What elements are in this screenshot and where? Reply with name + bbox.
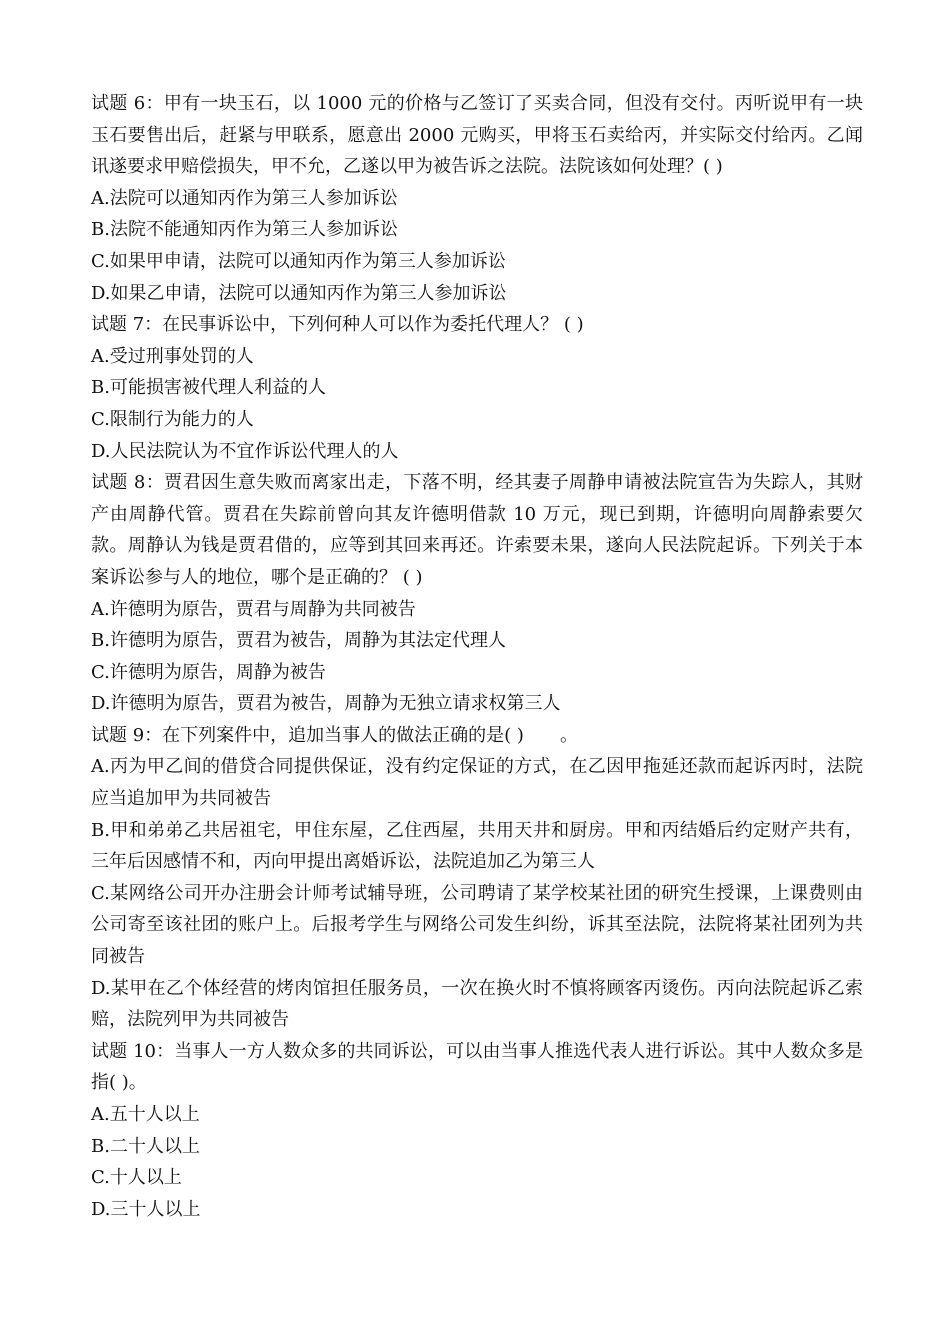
document-page [91,88,863,1225]
question-8-option-d: D.许德明为原告，贾君为被告，周静为无独立请求权第三人 [91,693,561,715]
question-9 [91,720,863,1036]
question-6-option-c: C.如果甲申请，法院可以通知丙作为第三人参加诉讼 [91,250,506,272]
question-10-option-c: C.十人以上 [91,1167,182,1189]
question-6 [91,88,863,309]
question-7-stem: 试题 7：在民事诉讼中，下列何种人可以作为委托代理人？ ( ) [91,314,584,336]
question-10-option-b: B.二十人以上 [91,1135,200,1157]
question-9-option-b: B.甲和弟弟乙共居祖宅，甲住东屋，乙住西屋，共用天井和厨房。甲和丙结婚后约定财产共有，三年后因感情不和，丙向甲提出离婚诉讼，法院追加乙为第三人 [91,819,863,873]
question-10 [91,1036,863,1226]
question-8-option-b: B.许德明为原告，贾君为被告，周静为其法定代理人 [91,630,506,652]
question-7 [91,309,863,467]
question-10-option-d: D.三十人以上 [91,1198,201,1220]
question-10-stem: 试题 10：当事人一方人数众多的共同诉讼，可以由当事人推选代表人进行诉讼。其中人数众多是指( )。 [91,1040,863,1094]
question-9-stem: 试题 9：在下列案件中，追加当事人的做法正确的是( ) 。 [91,724,578,746]
question-8-option-a: A.许德明为原告，贾君与周静为共同被告 [91,598,416,620]
question-6-option-a: A.法院可以通知丙作为第三人参加诉讼 [91,187,398,209]
question-9-option-c: C.某网络公司开办注册会计师考试辅导班，公司聘请了某学校某社团的研究生授课，上课费则由公司寄至该社团的账户上。后报考学生与网络公司发生纠纷，诉其至法院，法院将某社团列为共同被告 [91,882,863,968]
question-9-option-a: A.丙为甲乙间的借贷合同提供保证，没有约定保证的方式，在乙因甲拖延还款而起诉丙时，法院应当追加甲为共同被告 [91,756,863,810]
question-8 [91,467,863,720]
question-7-option-c: C.限制行为能力的人 [91,408,254,430]
question-7-option-a: A.受过刑事处罚的人 [91,345,254,367]
question-7-option-d: D.人民法院认为不宜作诉讼代理人的人 [91,440,399,462]
question-10-option-a: A.五十人以上 [91,1104,200,1125]
question-8-option-c: C.许德明为原告，周静为被告 [91,661,326,683]
question-6-option-b: B.法院不能通知丙作为第三人参加诉讼 [91,219,398,241]
question-8-stem: 试题 8：贾君因生意失败而离家出走，下落不明，经其妻子周静申请被法院宣告为失踪人，其财产由周静代管。贾君在失踪前曾向其友许德明借款 10 万元，现已到期，许德明向周静索要欠款。周静认为钱是贾君借的，应等到其回来再还。许索要未果，遂向人民法院起诉。下列关于本案诉讼参与人的地位，哪个是正确的？ ( ) [91,472,863,588]
question-7-option-b: B.可能损害被代理人利益的人 [91,377,326,399]
question-6-stem: 试题 6：甲有一块玉石，以 1000 元的价格与乙签订了买卖合同，但没有交付。丙听说甲有一块玉石要售出后，赶紧与甲联系，愿意出 2000 元购买，甲将玉石卖给丙，并实际交付给丙。乙闻讯遂要求甲赔偿损失，甲不允，乙遂以甲为被告诉之法院。法院该如何处理？( ) [91,93,863,178]
question-9-option-d: D.某甲在乙个体经营的烤肉馆担任服务员，一次在换火时不慎将顾客丙烫伤。丙向法院起诉乙索赔，法院列甲为共同被告 [91,977,863,1031]
question-6-option-d: D.如果乙申请，法院可以通知丙作为第三人参加诉讼 [91,282,507,304]
